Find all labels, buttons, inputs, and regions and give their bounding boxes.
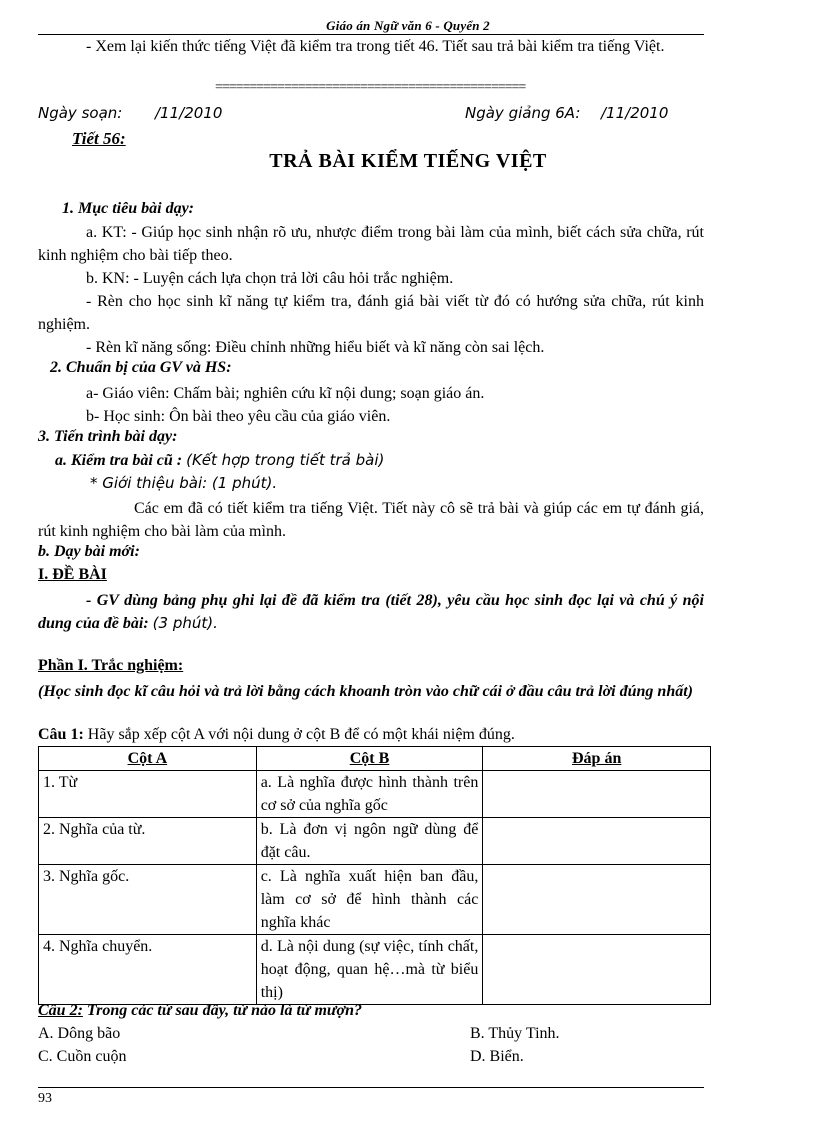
cau1-label: Câu 1:: [38, 726, 84, 743]
cau2-question: [38, 1002, 362, 1020]
day-bai-moi: b. Dạy bài mới:: [38, 543, 140, 560]
cau2-option-a: A. Dông bão: [38, 1025, 121, 1042]
cell-b: c. Là nghĩa xuất hiện ban đầu, làm cơ sở để hình thành các nghĩa khác: [256, 865, 483, 935]
cell-a: 2. Nghĩa của từ.: [39, 818, 257, 865]
cell-b: a. Là nghĩa được hình thành trên cơ sở của nghĩa gốc: [256, 771, 483, 818]
cau1-table: [38, 746, 711, 1005]
intro-lesson-paragraph: Các em đã có tiết kiểm tra tiếng Việt. Tiết này cô sẽ trả bài và giúp các em tự đánh giá, rút kinh nghiệm cho bài làm của mình.: [38, 500, 704, 540]
col-header-a: Cột A: [39, 747, 257, 771]
running-header: Giáo án Ngữ văn 6 - Quyển 2: [326, 18, 490, 33]
footer-rule: [38, 1087, 704, 1088]
cell-a: 3. Nghĩa gốc.: [39, 865, 257, 935]
kiem-tra-label: a. Kiểm tra bài cũ :: [55, 452, 183, 469]
section1-heading: 1. Mục tiêu bài dạy:: [62, 200, 194, 217]
intro-paragraph: - Xem lại kiến thức tiếng Việt đã kiểm tra trong tiết 46. Tiết sau trả bài kiểm tra tiếng Việt.: [86, 38, 665, 55]
col-header-b: Cột B: [256, 747, 483, 771]
separator-line: =============================================: [215, 80, 526, 95]
page-number: 93: [38, 1091, 52, 1106]
cell-b: b. Là đơn vị ngôn ngữ dùng để đặt câu.: [256, 818, 483, 865]
section2-b: b- Học sinh: Ôn bài theo yêu cầu của giáo viên.: [86, 408, 391, 425]
cau2-option-c: C. Cuồn cuộn: [38, 1048, 127, 1065]
section1-b3: - Rèn kĩ năng sống: Điều chỉnh những hiểu biết và kĩ năng còn sai lệch.: [86, 339, 545, 356]
cau1-text: Hãy sắp xếp cột A với nội dung ở cột B để có một khái niệm đúng.: [87, 726, 515, 743]
cell-a: 4. Nghĩa chuyển.: [39, 935, 257, 1005]
cau2-text: Trong các từ sau đây, từ nào là từ mượn?: [86, 1002, 362, 1019]
ngay-soan-value: /11/2010: [155, 104, 223, 122]
cau1-question: [38, 726, 515, 744]
cell-a: 1. Từ: [39, 771, 257, 818]
de-bai-instruction: [38, 589, 704, 635]
ngay-giang-label: Ngày giảng 6A:: [465, 104, 581, 122]
ngay-giang-value: /11/2010: [601, 104, 669, 122]
section3-heading: 3. Tiến trình bài dạy:: [38, 428, 178, 445]
cau2-option-d: D. Biển.: [470, 1048, 524, 1065]
table-row: [39, 935, 711, 1005]
section1-b: b. KN: - Luyện cách lựa chọn trả lời câu hỏi trắc nghiệm.: [86, 270, 454, 287]
phan1-instruction: (Học sinh đọc kĩ câu hỏi và trả lời bằng cách khoanh tròn vào chữ cái ở đầu câu trả lời đúng nhất): [38, 683, 693, 700]
section2-heading: 2. Chuẩn bị của GV và HS:: [50, 359, 232, 376]
table-row: [39, 818, 711, 865]
cell-answer: [483, 935, 711, 1005]
cell-answer: [483, 771, 711, 818]
cell-b: d. Là nội dung (sự việc, tính chất, hoạt động, quan hệ…mà từ biểu thị): [256, 935, 483, 1005]
cell-answer: [483, 818, 711, 865]
phan1-heading: Phần I. Trắc nghiệm:: [38, 657, 184, 674]
section2-a: a- Giáo viên: Chấm bài; nghiên cứu kĩ nội dung; soạn giáo án.: [86, 385, 485, 402]
table-row: [39, 771, 711, 818]
lesson-title: TRẢ BÀI KIỂM TIẾNG VIỆT: [269, 150, 547, 172]
ngay-soan-label: Ngày soạn:: [38, 104, 123, 122]
de-bai-instruction-text: - GV dùng bảng phụ ghi lại đề đã kiểm tra (tiết 28), yêu cầu học sinh đọc lại và chú ý nội dung của đề bài:: [38, 592, 704, 632]
kiem-tra-note: (Kết hợp trong tiết trả bài): [186, 451, 385, 469]
section1-a: a. KT: - Giúp học sinh nhận rõ ưu, nhược điểm trong bài làm của mình, biết cách sửa chữa, rút kinh nghiệm cho bài tiếp theo.: [38, 224, 704, 264]
table-header-row: [39, 747, 711, 771]
cau2-option-b: B. Thủy Tinh.: [470, 1025, 560, 1042]
gioi-thieu-bai: * Giới thiệu bài: (1 phút).: [90, 474, 278, 492]
cell-answer: [483, 865, 711, 935]
de-bai-heading: I. ĐỀ BÀI: [38, 566, 107, 583]
col-header-answer: Đáp án: [483, 747, 711, 771]
cau2-label: Câu 2:: [38, 1002, 83, 1019]
de-bai-time: (3 phút).: [152, 614, 218, 632]
table-row: [39, 865, 711, 935]
lesson-number: Tiết 56:: [72, 129, 126, 148]
kiem-tra-bai-cu: [55, 451, 384, 470]
section1-b2: - Rèn cho học sinh kĩ năng tự kiểm tra, đánh giá bài viết từ đó có hướng sửa chữa, rút kinh nghiệm.: [38, 293, 704, 333]
